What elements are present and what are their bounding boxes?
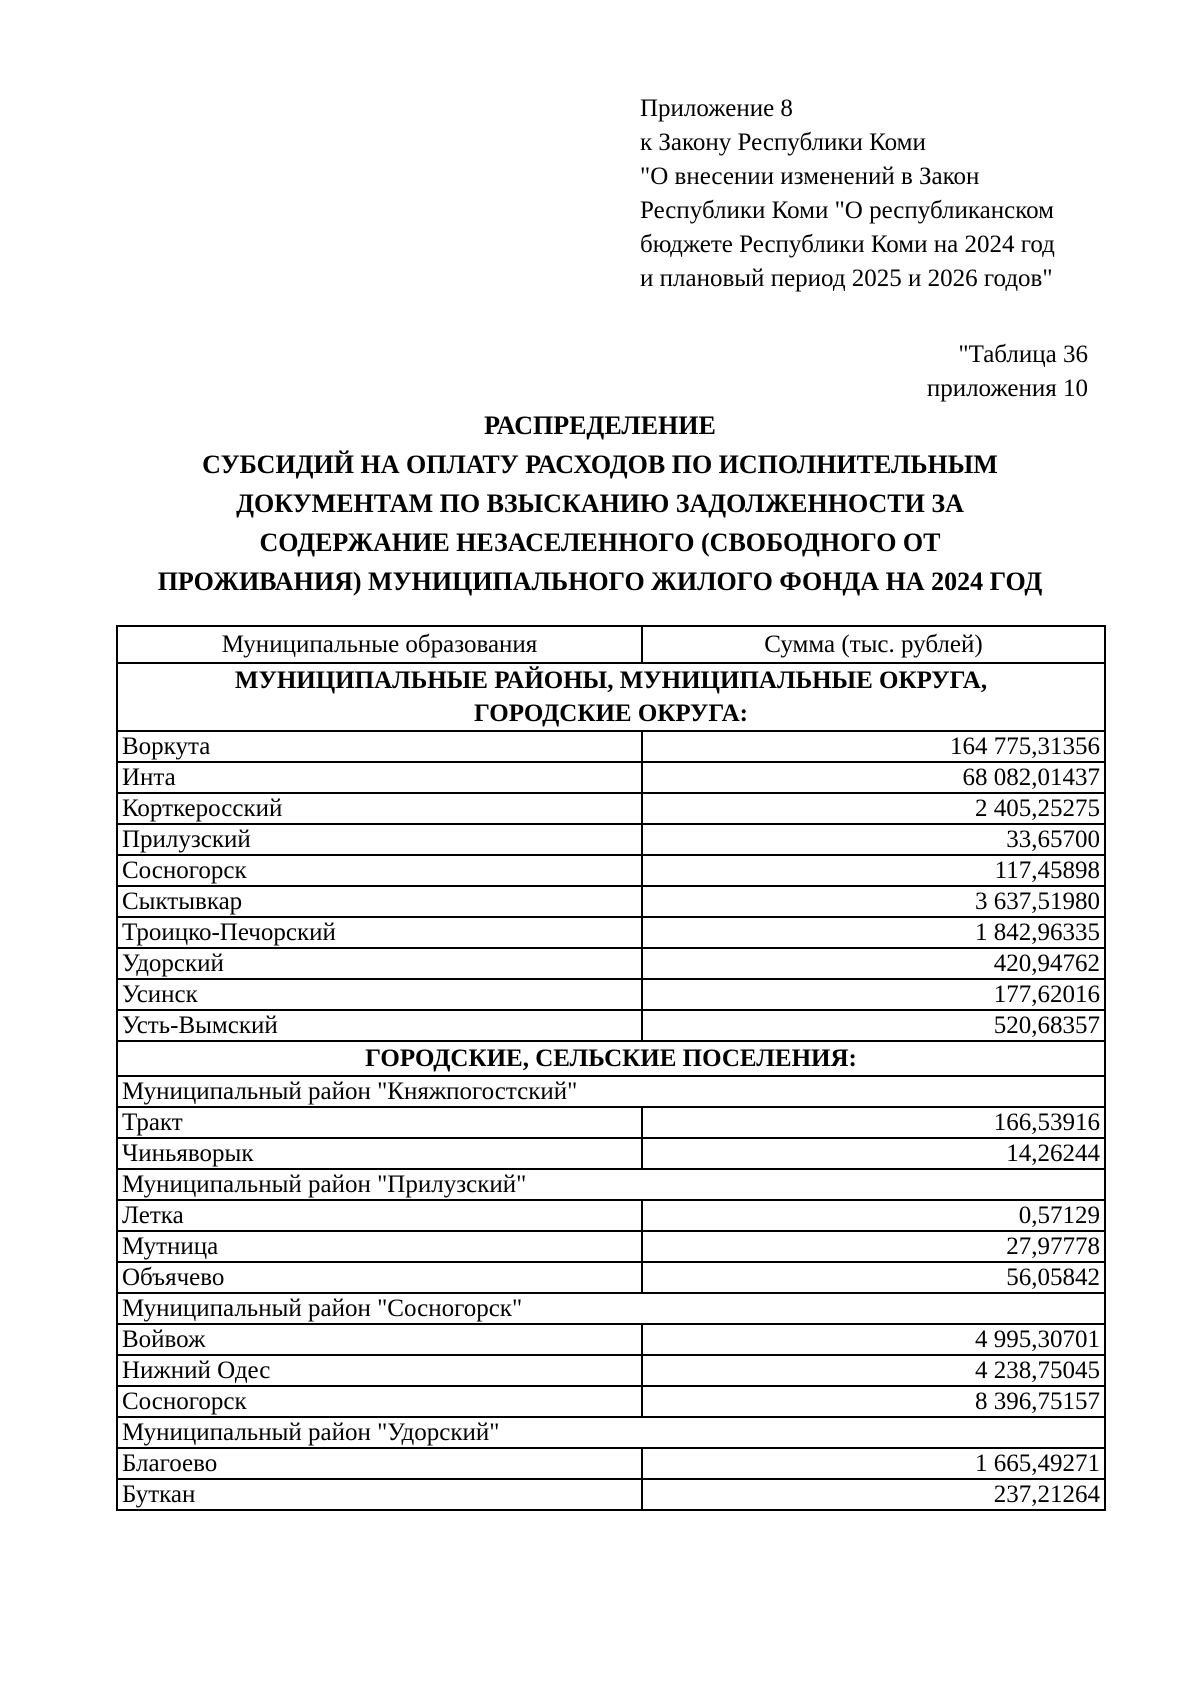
municipality-name: Сосногорск [117,855,642,886]
appendix-line: бюджете Республики Коми на 2024 год [640,231,1055,258]
municipality-name: Сосногорск [117,1386,642,1417]
subsidy-amount: 1 665,49271 [642,1448,1105,1479]
section-heading [117,663,1105,731]
document-title [100,406,1100,601]
table-row [117,1448,1105,1479]
district-row [117,1169,1105,1200]
appendix-line: и плановый период 2025 и 2026 годов" [640,265,1053,292]
table-row [117,731,1105,762]
municipality-name: Усть-Вымский [117,1010,642,1041]
table-row [117,979,1105,1010]
municipality-name: Объячево [117,1262,642,1293]
municipality-name: Мутница [117,1231,642,1262]
table-row [117,1231,1105,1262]
subsidy-amount: 237,21264 [642,1479,1105,1510]
district-row [117,1417,1105,1448]
subsidy-amount: 520,68357 [642,1010,1105,1041]
table-row [117,1479,1105,1510]
subsidy-amount: 1 842,96335 [642,917,1105,948]
table-row [117,1386,1105,1417]
municipality-name: Усинск [117,979,642,1010]
table-row [117,1107,1105,1138]
table-row [117,824,1105,855]
table-row [117,917,1105,948]
subsidy-amount: 420,94762 [642,948,1105,979]
subsidy-amount: 68 082,01437 [642,762,1105,793]
section-row [117,1041,1105,1076]
title-line: ПРОЖИВАНИЯ) МУНИЦИПАЛЬНОГО ЖИЛОГО ФОНДА НА 2024 ГОД [157,567,1043,596]
district-row [117,1293,1105,1324]
subsidy-amount: 3 637,51980 [642,886,1105,917]
section-heading-line: ГОРОДСКИЕ ОКРУГА: [474,700,748,727]
subsidy-amount: 56,05842 [642,1262,1105,1293]
appendix-line: Республики Коми "О республиканском [640,197,1054,224]
district-name: Муниципальный район "Княжпогостский" [117,1076,1105,1107]
subsidy-amount: 117,45898 [642,855,1105,886]
subsidy-amount: 2 405,25275 [642,793,1105,824]
table-row [117,1010,1105,1041]
title-line: ДОКУМЕНТАМ ПО ВЗЫСКАНИЮ ЗАДОЛЖЕННОСТИ ЗА [236,489,964,518]
municipality-name: Корткеросский [117,793,642,824]
section-row [117,663,1105,731]
appendix-line: к Закону Республики Коми [640,129,926,156]
subsidy-table [116,625,1106,1511]
municipality-name: Буткан [117,1479,642,1510]
municipality-name: Прилузский [117,824,642,855]
subsidy-amount: 164 775,31356 [642,731,1105,762]
column-header-municipality: Муниципальные образования [117,626,642,663]
district-name: Муниципальный район "Сосногорск" [117,1293,1105,1324]
municipality-name: Инта [117,762,642,793]
section-heading-line: МУНИЦИПАЛЬНЫЕ РАЙОНЫ, МУНИЦИПАЛЬНЫЕ ОКРУГА, [234,667,988,694]
municipality-name: Летка [117,1200,642,1231]
table-row [117,762,1105,793]
municipality-name: Сыктывкар [117,886,642,917]
table-row [117,793,1105,824]
section-heading: ГОРОДСКИЕ, СЕЛЬСКИЕ ПОСЕЛЕНИЯ: [117,1041,1105,1076]
municipality-name: Удорский [117,948,642,979]
table-row [117,886,1105,917]
municipality-name: Воркута [117,731,642,762]
table-row [117,1355,1105,1386]
appendix-note [640,92,1055,296]
subsidy-amount: 0,57129 [642,1200,1105,1231]
municipality-name: Нижний Одес [117,1355,642,1386]
title-line: СОДЕРЖАНИЕ НЕЗАСЕЛЕННОГО (СВОБОДНОГО ОТ [259,528,941,557]
subsidy-amount: 8 396,75157 [642,1386,1105,1417]
subsidy-amount: 27,97778 [642,1231,1105,1262]
table-row [117,948,1105,979]
column-header-amount: Сумма (тыс. рублей) [642,626,1105,663]
table-reference [927,338,1088,406]
municipality-name: Троицко-Печорский [117,917,642,948]
subsidy-amount: 4 995,30701 [642,1324,1105,1355]
district-name: Муниципальный район "Удорский" [117,1417,1105,1448]
municipality-name: Войвож [117,1324,642,1355]
subsidy-amount: 177,62016 [642,979,1105,1010]
subsidy-amount: 33,65700 [642,824,1105,855]
subsidy-amount: 166,53916 [642,1107,1105,1138]
table-reference-line: "Таблица 36 [958,341,1088,368]
municipality-name: Благоево [117,1448,642,1479]
table-row [117,1138,1105,1169]
subsidy-amount: 4 238,75045 [642,1355,1105,1386]
appendix-line: Приложение 8 [640,95,793,122]
appendix-line: "О внесении изменений в Закон [640,163,980,190]
table-row [117,1262,1105,1293]
municipality-name: Чиньяворык [117,1138,642,1169]
table-reference-line: приложения 10 [926,375,1088,402]
subsidy-amount: 14,26244 [642,1138,1105,1169]
district-row [117,1076,1105,1107]
table-header-row [117,626,1105,663]
table-row [117,855,1105,886]
municipality-name: Тракт [117,1107,642,1138]
title-line: РАСПРЕДЕЛЕНИЕ [484,411,716,440]
title-line: СУБСИДИЙ НА ОПЛАТУ РАСХОДОВ ПО ИСПОЛНИТЕЛЬНЫМ [202,450,998,479]
table-row [117,1200,1105,1231]
table-row [117,1324,1105,1355]
district-name: Муниципальный район "Прилузский" [117,1169,1105,1200]
